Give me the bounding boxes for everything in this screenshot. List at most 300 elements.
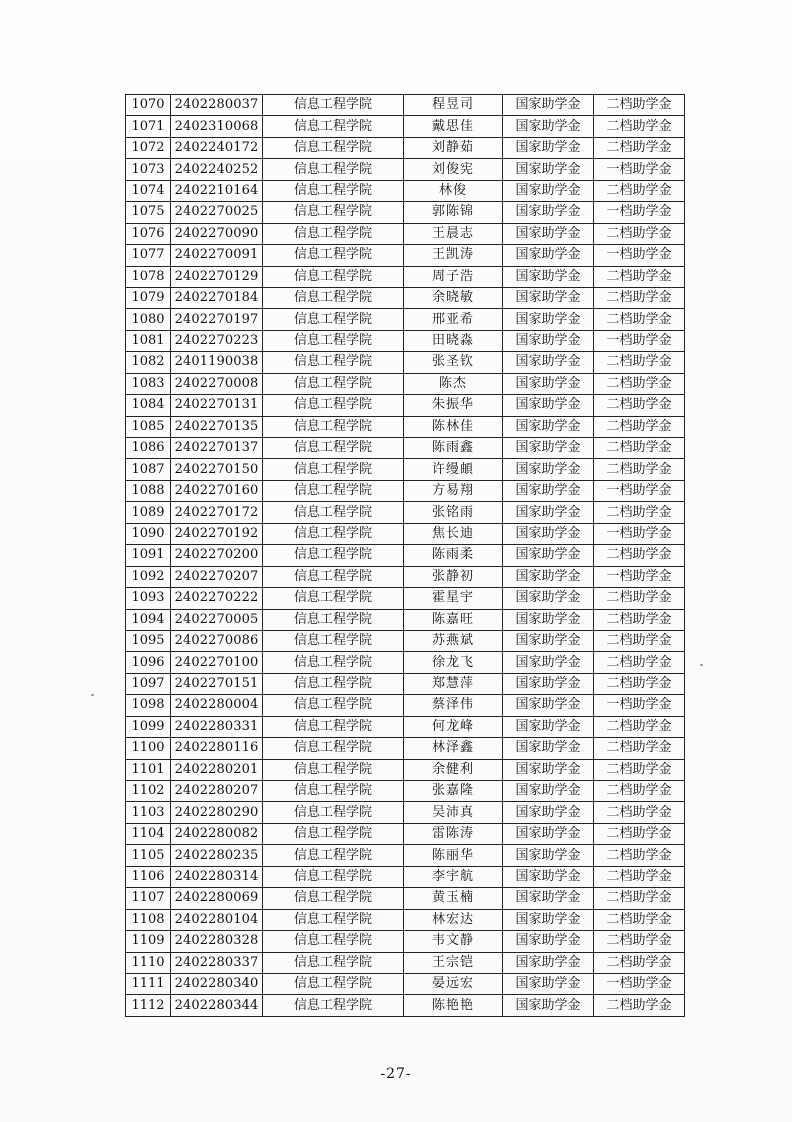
college-name: 信息工程学院 xyxy=(263,802,404,823)
table-row xyxy=(126,116,685,137)
grant-type: 国家助学金 xyxy=(503,695,594,716)
college-name: 信息工程学院 xyxy=(263,673,404,694)
student-id: 2402280004 xyxy=(171,695,263,716)
row-number: 1079 xyxy=(126,287,171,308)
grant-level: 二档助学金 xyxy=(594,180,685,201)
row-number: 1104 xyxy=(126,823,171,844)
student-id: 2402270005 xyxy=(171,609,263,630)
grant-type: 国家助学金 xyxy=(503,223,594,244)
college-name: 信息工程学院 xyxy=(263,866,404,887)
college-name: 信息工程学院 xyxy=(263,459,404,480)
grant-type: 国家助学金 xyxy=(503,438,594,459)
college-name: 信息工程学院 xyxy=(263,952,404,973)
row-number: 1070 xyxy=(126,95,171,116)
student-name: 陈杰 xyxy=(404,373,503,394)
row-number: 1078 xyxy=(126,266,171,287)
row-number: 1071 xyxy=(126,116,171,137)
grant-type: 国家助学金 xyxy=(503,909,594,930)
grant-type: 国家助学金 xyxy=(503,266,594,287)
grant-level: 二档助学金 xyxy=(594,759,685,780)
table-row xyxy=(126,416,685,437)
row-number: 1111 xyxy=(126,973,171,994)
college-name: 信息工程学院 xyxy=(263,137,404,158)
college-name: 信息工程学院 xyxy=(263,523,404,544)
college-name: 信息工程学院 xyxy=(263,823,404,844)
table-row xyxy=(126,738,685,759)
student-id: 2402270086 xyxy=(171,630,263,651)
student-id: 2402270207 xyxy=(171,566,263,587)
table-row xyxy=(126,95,685,116)
row-number: 1100 xyxy=(126,738,171,759)
grant-level: 二档助学金 xyxy=(594,845,685,866)
student-id: 2402270223 xyxy=(171,330,263,351)
student-id: 2402270151 xyxy=(171,673,263,694)
college-name: 信息工程学院 xyxy=(263,116,404,137)
student-name: 余晓敏 xyxy=(404,287,503,308)
table-row xyxy=(126,202,685,223)
college-name: 信息工程学院 xyxy=(263,588,404,609)
grant-level: 二档助学金 xyxy=(594,802,685,823)
grant-level: 二档助学金 xyxy=(594,373,685,394)
student-id: 2402280037 xyxy=(171,95,263,116)
grant-level: 一档助学金 xyxy=(594,159,685,180)
grant-type: 国家助学金 xyxy=(503,888,594,909)
college-name: 信息工程学院 xyxy=(263,352,404,373)
student-name: 周子浩 xyxy=(404,266,503,287)
table-row xyxy=(126,137,685,158)
table-row xyxy=(126,459,685,480)
grant-type: 国家助学金 xyxy=(503,180,594,201)
grant-level: 二档助学金 xyxy=(594,952,685,973)
student-id: 2402280290 xyxy=(171,802,263,823)
grant-level: 二档助学金 xyxy=(594,909,685,930)
grant-type: 国家助学金 xyxy=(503,931,594,952)
college-name: 信息工程学院 xyxy=(263,245,404,266)
student-name: 李宇航 xyxy=(404,866,503,887)
row-number: 1088 xyxy=(126,480,171,501)
student-name: 陈雨柔 xyxy=(404,545,503,566)
student-id: 2402270172 xyxy=(171,502,263,523)
grant-level: 二档助学金 xyxy=(594,652,685,673)
college-name: 信息工程学院 xyxy=(263,888,404,909)
student-id: 2402270025 xyxy=(171,202,263,223)
row-number: 1076 xyxy=(126,223,171,244)
row-number: 1089 xyxy=(126,502,171,523)
row-number: 1112 xyxy=(126,995,171,1016)
table-row xyxy=(126,609,685,630)
grant-type: 国家助学金 xyxy=(503,287,594,308)
college-name: 信息工程学院 xyxy=(263,630,404,651)
student-name: 刘静茹 xyxy=(404,137,503,158)
college-name: 信息工程学院 xyxy=(263,995,404,1016)
college-name: 信息工程学院 xyxy=(263,95,404,116)
table-row xyxy=(126,266,685,287)
table-row xyxy=(126,888,685,909)
table-row xyxy=(126,673,685,694)
college-name: 信息工程学院 xyxy=(263,973,404,994)
table-row xyxy=(126,245,685,266)
table-row xyxy=(126,566,685,587)
student-name: 何龙峰 xyxy=(404,716,503,737)
grant-type: 国家助学金 xyxy=(503,116,594,137)
grant-type: 国家助学金 xyxy=(503,373,594,394)
grant-type: 国家助学金 xyxy=(503,459,594,480)
student-name: 黄玉楠 xyxy=(404,888,503,909)
grant-level: 二档助学金 xyxy=(594,738,685,759)
student-name: 郭陈锦 xyxy=(404,202,503,223)
student-name: 王凯涛 xyxy=(404,245,503,266)
student-name: 焦长迪 xyxy=(404,523,503,544)
scholarship-table xyxy=(125,94,685,1017)
table-row xyxy=(126,931,685,952)
grant-type: 国家助学金 xyxy=(503,652,594,673)
college-name: 信息工程学院 xyxy=(263,716,404,737)
college-name: 信息工程学院 xyxy=(263,652,404,673)
grant-type: 国家助学金 xyxy=(503,630,594,651)
student-name: 朱振华 xyxy=(404,395,503,416)
college-name: 信息工程学院 xyxy=(263,609,404,630)
grant-type: 国家助学金 xyxy=(503,566,594,587)
grant-level: 一档助学金 xyxy=(594,973,685,994)
table-row xyxy=(126,973,685,994)
row-number: 1080 xyxy=(126,309,171,330)
grant-level: 二档助学金 xyxy=(594,888,685,909)
student-id: 2402270090 xyxy=(171,223,263,244)
grant-level: 二档助学金 xyxy=(594,716,685,737)
student-id: 2402280337 xyxy=(171,952,263,973)
row-number: 1081 xyxy=(126,330,171,351)
grant-type: 国家助学金 xyxy=(503,523,594,544)
row-number: 1084 xyxy=(126,395,171,416)
row-number: 1082 xyxy=(126,352,171,373)
scan-speck xyxy=(91,694,94,696)
student-id: 2402270192 xyxy=(171,523,263,544)
grant-type: 国家助学金 xyxy=(503,330,594,351)
table-row xyxy=(126,866,685,887)
grant-type: 国家助学金 xyxy=(503,588,594,609)
college-name: 信息工程学院 xyxy=(263,159,404,180)
grant-type: 国家助学金 xyxy=(503,845,594,866)
college-name: 信息工程学院 xyxy=(263,438,404,459)
table-row xyxy=(126,995,685,1016)
college-name: 信息工程学院 xyxy=(263,695,404,716)
grant-type: 国家助学金 xyxy=(503,738,594,759)
grant-level: 二档助学金 xyxy=(594,588,685,609)
table-row xyxy=(126,909,685,930)
table-row xyxy=(126,330,685,351)
row-number: 1098 xyxy=(126,695,171,716)
grant-type: 国家助学金 xyxy=(503,973,594,994)
table-row xyxy=(126,695,685,716)
college-name: 信息工程学院 xyxy=(263,545,404,566)
grant-level: 二档助学金 xyxy=(594,781,685,802)
row-number: 1109 xyxy=(126,931,171,952)
college-name: 信息工程学院 xyxy=(263,416,404,437)
row-number: 1103 xyxy=(126,802,171,823)
student-name: 王晨志 xyxy=(404,223,503,244)
student-id: 2402270008 xyxy=(171,373,263,394)
row-number: 1094 xyxy=(126,609,171,630)
college-name: 信息工程学院 xyxy=(263,781,404,802)
college-name: 信息工程学院 xyxy=(263,266,404,287)
student-name: 陈雨鑫 xyxy=(404,438,503,459)
grant-type: 国家助学金 xyxy=(503,159,594,180)
grant-level: 二档助学金 xyxy=(594,438,685,459)
grant-type: 国家助学金 xyxy=(503,759,594,780)
table-row xyxy=(126,352,685,373)
table-row xyxy=(126,287,685,308)
table-row xyxy=(126,630,685,651)
student-name: 蔡泽伟 xyxy=(404,695,503,716)
student-name: 戴思佳 xyxy=(404,116,503,137)
college-name: 信息工程学院 xyxy=(263,909,404,930)
table-row xyxy=(126,523,685,544)
row-number: 1097 xyxy=(126,673,171,694)
student-name: 余健利 xyxy=(404,759,503,780)
grant-type: 国家助学金 xyxy=(503,952,594,973)
grant-type: 国家助学金 xyxy=(503,202,594,223)
grant-type: 国家助学金 xyxy=(503,609,594,630)
grant-type: 国家助学金 xyxy=(503,352,594,373)
page-number: -27- xyxy=(380,1066,412,1082)
grant-level: 一档助学金 xyxy=(594,566,685,587)
row-number: 1093 xyxy=(126,588,171,609)
grant-level: 二档助学金 xyxy=(594,137,685,158)
grant-level: 二档助学金 xyxy=(594,416,685,437)
table-row xyxy=(126,502,685,523)
grant-level: 二档助学金 xyxy=(594,223,685,244)
student-id: 2402240252 xyxy=(171,159,263,180)
row-number: 1099 xyxy=(126,716,171,737)
student-id: 2402270131 xyxy=(171,395,263,416)
student-id: 2402280082 xyxy=(171,823,263,844)
college-name: 信息工程学院 xyxy=(263,738,404,759)
grant-level: 二档助学金 xyxy=(594,502,685,523)
student-name: 程昱司 xyxy=(404,95,503,116)
row-number: 1083 xyxy=(126,373,171,394)
row-number: 1077 xyxy=(126,245,171,266)
student-name: 霍星宇 xyxy=(404,588,503,609)
row-number: 1101 xyxy=(126,759,171,780)
grant-level: 二档助学金 xyxy=(594,630,685,651)
table-body xyxy=(126,95,685,1017)
college-name: 信息工程学院 xyxy=(263,223,404,244)
table-row xyxy=(126,652,685,673)
student-name: 张圣钦 xyxy=(404,352,503,373)
student-id: 2402270222 xyxy=(171,588,263,609)
student-name: 韦文静 xyxy=(404,931,503,952)
college-name: 信息工程学院 xyxy=(263,202,404,223)
grant-level: 二档助学金 xyxy=(594,95,685,116)
college-name: 信息工程学院 xyxy=(263,395,404,416)
row-number: 1108 xyxy=(126,909,171,930)
student-id: 2402280235 xyxy=(171,845,263,866)
grant-level: 二档助学金 xyxy=(594,266,685,287)
student-id: 2402270135 xyxy=(171,416,263,437)
student-id: 2401190038 xyxy=(171,352,263,373)
grant-level: 二档助学金 xyxy=(594,545,685,566)
college-name: 信息工程学院 xyxy=(263,373,404,394)
grant-type: 国家助学金 xyxy=(503,309,594,330)
grant-level: 二档助学金 xyxy=(594,395,685,416)
row-number: 1087 xyxy=(126,459,171,480)
student-id: 2402270137 xyxy=(171,438,263,459)
student-id: 2402210164 xyxy=(171,180,263,201)
table-row xyxy=(126,480,685,501)
grant-type: 国家助学金 xyxy=(503,866,594,887)
grant-type: 国家助学金 xyxy=(503,416,594,437)
college-name: 信息工程学院 xyxy=(263,309,404,330)
student-id: 2402270100 xyxy=(171,652,263,673)
table-row xyxy=(126,180,685,201)
grant-level: 二档助学金 xyxy=(594,823,685,844)
student-id: 2402280340 xyxy=(171,973,263,994)
student-id: 2402280314 xyxy=(171,866,263,887)
student-id: 2402280069 xyxy=(171,888,263,909)
grant-level: 二档助学金 xyxy=(594,287,685,308)
student-id: 2402270129 xyxy=(171,266,263,287)
grant-type: 国家助学金 xyxy=(503,245,594,266)
student-name: 张铭雨 xyxy=(404,502,503,523)
student-name: 林泽鑫 xyxy=(404,738,503,759)
student-id: 2402270160 xyxy=(171,480,263,501)
grant-level: 二档助学金 xyxy=(594,931,685,952)
student-id: 2402270150 xyxy=(171,459,263,480)
row-number: 1092 xyxy=(126,566,171,587)
student-id: 2402280116 xyxy=(171,738,263,759)
student-name: 林俊 xyxy=(404,180,503,201)
row-number: 1086 xyxy=(126,438,171,459)
student-id: 2402240172 xyxy=(171,137,263,158)
student-name: 邢亚希 xyxy=(404,309,503,330)
grant-level: 二档助学金 xyxy=(594,352,685,373)
row-number: 1090 xyxy=(126,523,171,544)
grant-type: 国家助学金 xyxy=(503,781,594,802)
student-name: 徐龙飞 xyxy=(404,652,503,673)
table-row xyxy=(126,759,685,780)
row-number: 1106 xyxy=(126,866,171,887)
grant-type: 国家助学金 xyxy=(503,137,594,158)
row-number: 1085 xyxy=(126,416,171,437)
student-name: 郑慧萍 xyxy=(404,673,503,694)
grant-type: 国家助学金 xyxy=(503,502,594,523)
student-id: 2402310068 xyxy=(171,116,263,137)
grant-level: 二档助学金 xyxy=(594,673,685,694)
college-name: 信息工程学院 xyxy=(263,502,404,523)
table-row xyxy=(126,159,685,180)
row-number: 1110 xyxy=(126,952,171,973)
row-number: 1075 xyxy=(126,202,171,223)
grant-level: 一档助学金 xyxy=(594,523,685,544)
college-name: 信息工程学院 xyxy=(263,180,404,201)
college-name: 信息工程学院 xyxy=(263,566,404,587)
student-id: 2402280104 xyxy=(171,909,263,930)
table-row xyxy=(126,373,685,394)
grant-level: 二档助学金 xyxy=(594,866,685,887)
student-id: 2402280344 xyxy=(171,995,263,1016)
college-name: 信息工程学院 xyxy=(263,759,404,780)
table-row xyxy=(126,588,685,609)
student-name: 田晓淼 xyxy=(404,330,503,351)
grant-level: 一档助学金 xyxy=(594,695,685,716)
grant-level: 一档助学金 xyxy=(594,330,685,351)
student-id: 2402270200 xyxy=(171,545,263,566)
grant-level: 一档助学金 xyxy=(594,245,685,266)
student-name: 晏远宏 xyxy=(404,973,503,994)
grant-type: 国家助学金 xyxy=(503,995,594,1016)
grant-level: 二档助学金 xyxy=(594,995,685,1016)
table-row xyxy=(126,716,685,737)
grant-type: 国家助学金 xyxy=(503,802,594,823)
row-number: 1072 xyxy=(126,137,171,158)
student-name: 陈丽华 xyxy=(404,845,503,866)
row-number: 1105 xyxy=(126,845,171,866)
student-id: 2402270184 xyxy=(171,287,263,308)
student-id: 2402280328 xyxy=(171,931,263,952)
student-name: 雷陈涛 xyxy=(404,823,503,844)
grant-type: 国家助学金 xyxy=(503,480,594,501)
grant-level: 二档助学金 xyxy=(594,116,685,137)
grant-type: 国家助学金 xyxy=(503,823,594,844)
student-name: 陈嘉旺 xyxy=(404,609,503,630)
college-name: 信息工程学院 xyxy=(263,330,404,351)
student-id: 2402270091 xyxy=(171,245,263,266)
table-row xyxy=(126,545,685,566)
student-name: 陈林佳 xyxy=(404,416,503,437)
grant-level: 一档助学金 xyxy=(594,480,685,501)
table-row xyxy=(126,309,685,330)
student-id: 2402270197 xyxy=(171,309,263,330)
student-id: 2402280207 xyxy=(171,781,263,802)
table-row xyxy=(126,845,685,866)
student-name: 张静初 xyxy=(404,566,503,587)
student-name: 吴沛真 xyxy=(404,802,503,823)
student-name: 苏燕斌 xyxy=(404,630,503,651)
row-number: 1107 xyxy=(126,888,171,909)
table-row xyxy=(126,223,685,244)
student-name: 陈艳艳 xyxy=(404,995,503,1016)
table-row xyxy=(126,395,685,416)
row-number: 1073 xyxy=(126,159,171,180)
student-id: 2402280331 xyxy=(171,716,263,737)
table-row xyxy=(126,802,685,823)
college-name: 信息工程学院 xyxy=(263,287,404,308)
college-name: 信息工程学院 xyxy=(263,845,404,866)
table-row xyxy=(126,952,685,973)
college-name: 信息工程学院 xyxy=(263,480,404,501)
grant-type: 国家助学金 xyxy=(503,716,594,737)
grant-level: 二档助学金 xyxy=(594,609,685,630)
student-name: 方易翔 xyxy=(404,480,503,501)
student-name: 林宏达 xyxy=(404,909,503,930)
college-name: 信息工程学院 xyxy=(263,931,404,952)
student-name: 张嘉隆 xyxy=(404,781,503,802)
grant-type: 国家助学金 xyxy=(503,545,594,566)
table-row xyxy=(126,438,685,459)
student-name: 王宗铠 xyxy=(404,952,503,973)
row-number: 1091 xyxy=(126,545,171,566)
student-name: 许缦頔 xyxy=(404,459,503,480)
student-id: 2402280201 xyxy=(171,759,263,780)
row-number: 1095 xyxy=(126,630,171,651)
row-number: 1102 xyxy=(126,781,171,802)
grant-type: 国家助学金 xyxy=(503,673,594,694)
row-number: 1074 xyxy=(126,180,171,201)
table-row xyxy=(126,781,685,802)
grant-type: 国家助学金 xyxy=(503,95,594,116)
grant-level: 一档助学金 xyxy=(594,202,685,223)
grant-type: 国家助学金 xyxy=(503,395,594,416)
